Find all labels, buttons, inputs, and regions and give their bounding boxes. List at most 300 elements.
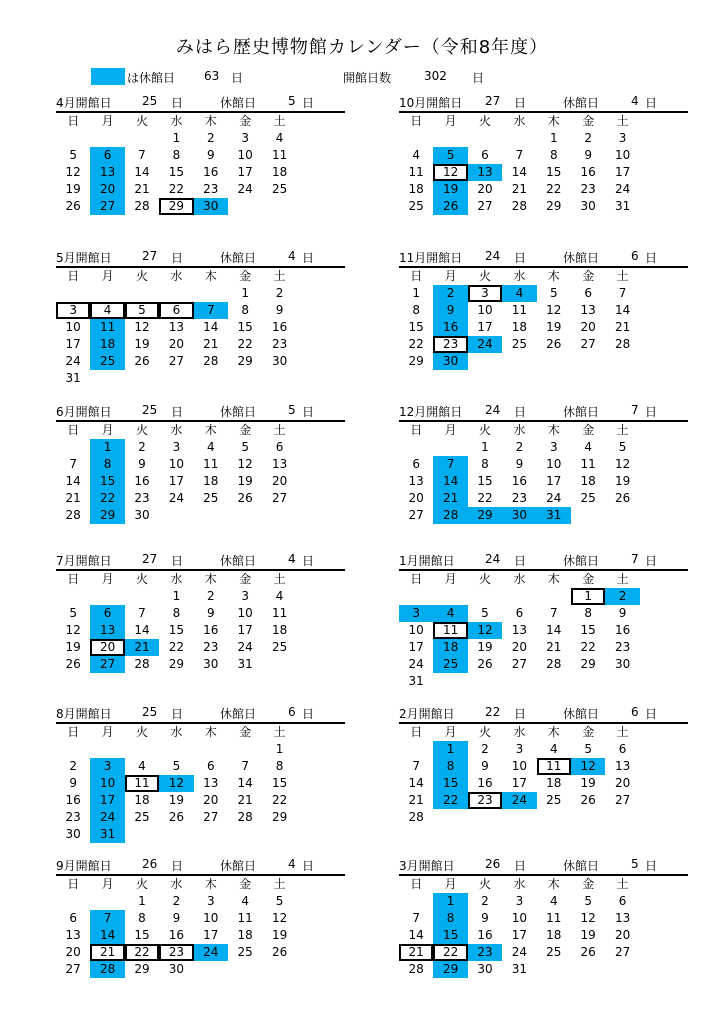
month-open-unit: 日: [514, 554, 527, 568]
weekday-label: 水: [170, 114, 183, 128]
weekday-label: 木: [204, 877, 217, 891]
day-cell: 9: [206, 148, 215, 162]
day-cell: 16: [203, 623, 219, 637]
day-cell: 14: [408, 928, 424, 942]
month-closed-count: 7: [631, 552, 639, 566]
day-cell: 1: [172, 589, 181, 603]
day-cell: 7: [549, 606, 558, 620]
closed-day: 9: [433, 302, 467, 319]
weekday-label: 日: [67, 114, 80, 128]
day-cell: 17: [614, 165, 631, 179]
day-cell: 28: [511, 199, 528, 213]
month-open-label: 3月開館日: [399, 859, 455, 873]
month-closed-unit: 日: [302, 251, 315, 265]
weekday-label: 金: [582, 423, 595, 437]
closed-day: 29: [468, 507, 502, 524]
closed-day: 24: [194, 944, 228, 961]
day-cell: 28: [237, 810, 253, 824]
week-row: [56, 961, 345, 978]
day-cell: 13: [168, 320, 185, 334]
day-cell: 19: [168, 793, 185, 807]
day-cell: 18: [408, 182, 424, 196]
weekday-label: 水: [170, 269, 183, 283]
weekday-label: 水: [170, 572, 183, 586]
day-cell: 7: [138, 606, 146, 620]
closed-day: 5: [433, 147, 467, 164]
month-open-unit: 日: [171, 251, 184, 265]
week-row: [56, 353, 345, 370]
day-cell: 19: [134, 337, 150, 351]
day-cell: 25: [271, 182, 288, 196]
day-cell: 8: [549, 148, 558, 162]
day-cell: 24: [614, 182, 631, 196]
month-header: [56, 94, 345, 110]
closed-day: 7: [194, 302, 228, 319]
day-cell: 28: [614, 337, 631, 351]
day-cell: 18: [237, 928, 253, 942]
week-row: [399, 130, 688, 147]
month-header: [56, 552, 345, 568]
day-cell: 30: [168, 962, 185, 976]
day-cell: 10: [546, 457, 562, 471]
day-cell: 16: [271, 320, 288, 334]
day-cell: 29: [408, 354, 424, 368]
day-cell: 31: [65, 371, 81, 385]
day-cell: 16: [65, 793, 81, 807]
day-cell: 17: [203, 928, 219, 942]
month-open-label: 8月開館日: [56, 707, 112, 721]
day-cell: 30: [614, 657, 631, 671]
legend-open-count: 302: [424, 69, 447, 83]
day-cell: 4: [549, 742, 558, 756]
day-cell: 26: [580, 793, 596, 807]
weekday-label: 日: [67, 269, 80, 283]
month-header: [399, 705, 688, 721]
legend-closed-count: 63: [204, 69, 220, 83]
day-cell: 6: [618, 894, 627, 908]
weekday-row: [56, 422, 345, 439]
weekday-label: 日: [410, 725, 423, 739]
day-cell: 8: [412, 303, 421, 317]
day-cell: 26: [580, 945, 596, 959]
day-cell: 25: [511, 337, 528, 351]
closed-day: 23: [468, 944, 502, 961]
weekday-label: 火: [135, 725, 148, 739]
day-cell: 17: [408, 640, 424, 654]
special-day: 1: [571, 588, 605, 605]
day-cell: 22: [477, 491, 493, 505]
closed-day: 21: [433, 490, 467, 507]
day-cell: 10: [511, 911, 528, 925]
day-cell: 31: [237, 657, 253, 671]
month-closed-label: 休館日: [563, 96, 600, 110]
month-header: [399, 552, 688, 568]
day-cell: 4: [138, 759, 146, 773]
day-cell: 12: [237, 457, 253, 471]
weekday-label: 火: [135, 423, 148, 437]
day-cell: 19: [271, 928, 288, 942]
day-cell: 15: [546, 165, 562, 179]
day-cell: 21: [65, 491, 81, 505]
day-cell: 25: [203, 491, 219, 505]
day-cell: 10: [237, 148, 253, 162]
week-row: [56, 439, 345, 456]
weekday-label: 木: [547, 877, 560, 891]
closed-day: 28: [90, 961, 124, 978]
special-day: 22: [125, 944, 159, 961]
weekday-label: 木: [204, 423, 217, 437]
month-open-unit: 日: [514, 251, 527, 265]
day-cell: 29: [168, 657, 185, 671]
special-day: 4: [90, 302, 124, 319]
special-day: 23: [159, 944, 193, 961]
month-closed-count: 5: [631, 857, 639, 871]
day-cell: 2: [138, 440, 146, 454]
week-row: [399, 944, 688, 961]
day-cell: 26: [134, 354, 150, 368]
week-row: [399, 656, 688, 673]
weekday-label: 日: [67, 725, 80, 739]
day-cell: 20: [271, 474, 288, 488]
closed-day: 13: [90, 164, 124, 181]
closed-day: 26: [433, 198, 467, 215]
day-cell: 17: [477, 320, 493, 334]
week-row: [56, 826, 345, 843]
special-day: 29: [159, 198, 193, 215]
day-cell: 19: [65, 182, 81, 196]
week-row: [399, 302, 688, 319]
month-closed-unit: 日: [302, 405, 315, 419]
weekday-label: 金: [582, 114, 595, 128]
weekday-label: 月: [444, 572, 457, 586]
day-cell: 14: [65, 474, 81, 488]
day-cell: 5: [69, 148, 78, 162]
closed-day: 16: [433, 319, 467, 336]
month-closed-count: 6: [288, 705, 296, 719]
month-closed-label: 休館日: [563, 707, 600, 721]
special-day: 23: [433, 336, 467, 353]
closed-day: 4: [502, 285, 536, 302]
day-cell: 25: [237, 945, 253, 959]
day-cell: 14: [134, 623, 150, 637]
weekday-label: 月: [101, 269, 114, 283]
week-row: [399, 198, 688, 215]
weekday-label: 水: [513, 877, 526, 891]
weekday-label: 日: [410, 877, 423, 891]
day-cell: 30: [65, 827, 81, 841]
weekday-label: 木: [547, 725, 560, 739]
day-cell: 28: [546, 657, 562, 671]
weekday-label: 月: [444, 423, 457, 437]
month-header: [56, 705, 345, 721]
month-open-count: 24: [485, 552, 501, 566]
week-row: [399, 741, 688, 758]
day-cell: 23: [511, 491, 528, 505]
weekday-label: 土: [273, 269, 286, 283]
day-cell: 18: [580, 474, 596, 488]
weekday-label: 水: [513, 269, 526, 283]
day-cell: 19: [237, 474, 253, 488]
weekday-label: 金: [239, 572, 252, 586]
month-open-count: 22: [485, 705, 501, 719]
weekday-label: 日: [67, 572, 80, 586]
day-cell: 4: [584, 440, 593, 454]
weekday-label: 火: [478, 725, 491, 739]
day-cell: 9: [515, 457, 524, 471]
day-cell: 19: [614, 474, 631, 488]
week-row: [399, 605, 688, 622]
day-cell: 27: [168, 354, 185, 368]
week-row: [399, 893, 688, 910]
day-cell: 15: [134, 928, 150, 942]
weekday-label: 火: [478, 423, 491, 437]
month-closed-unit: 日: [302, 96, 315, 110]
week-row: [56, 656, 345, 673]
day-cell: 24: [546, 491, 562, 505]
weekday-label: 月: [444, 877, 457, 891]
day-cell: 4: [275, 131, 284, 145]
week-row: [399, 473, 688, 490]
weekday-label: 土: [616, 114, 629, 128]
closed-day: 8: [433, 910, 467, 927]
month-open-unit: 日: [514, 96, 527, 110]
day-cell: 6: [275, 440, 284, 454]
month-header: [56, 249, 345, 265]
day-cell: 3: [241, 589, 250, 603]
day-cell: 22: [168, 182, 185, 196]
day-cell: 18: [271, 165, 288, 179]
closed-day: 1: [433, 741, 467, 758]
weekday-label: 土: [273, 877, 286, 891]
closed-day: 30: [433, 353, 467, 370]
day-cell: 16: [511, 474, 528, 488]
week-row: [399, 927, 688, 944]
day-cell: 12: [614, 457, 631, 471]
weekday-label: 金: [582, 269, 595, 283]
day-cell: 8: [172, 148, 181, 162]
month-closed-count: 4: [288, 857, 296, 871]
closed-day: 6: [90, 605, 124, 622]
weekday-row: [56, 268, 345, 285]
day-cell: 14: [614, 303, 631, 317]
week-row: [56, 302, 345, 319]
month-closed-label: 休館日: [220, 554, 257, 568]
month-open-unit: 日: [171, 96, 184, 110]
day-cell: 13: [614, 759, 631, 773]
month-header: [399, 857, 688, 873]
day-cell: 16: [203, 165, 219, 179]
weekday-label: 月: [101, 877, 114, 891]
closed-day: 29: [90, 507, 124, 524]
closed-day: 18: [90, 336, 124, 353]
day-cell: 19: [580, 928, 596, 942]
day-cell: 28: [203, 354, 219, 368]
special-day: 5: [125, 302, 159, 319]
day-cell: 7: [241, 759, 250, 773]
day-cell: 3: [515, 742, 524, 756]
day-cell: 14: [408, 776, 424, 790]
day-cell: 22: [168, 640, 185, 654]
day-cell: 11: [511, 303, 528, 317]
month-closed-unit: 日: [302, 554, 315, 568]
day-cell: 9: [206, 606, 215, 620]
day-cell: 24: [237, 182, 253, 196]
month-closed-count: 6: [631, 249, 639, 263]
day-cell: 4: [275, 589, 284, 603]
closed-day: 21: [125, 639, 159, 656]
weekday-label: 金: [239, 423, 252, 437]
weekday-label: 金: [582, 877, 595, 891]
day-cell: 10: [408, 623, 424, 637]
week-row: [56, 198, 345, 215]
week-row: [399, 181, 688, 198]
day-cell: 3: [549, 440, 558, 454]
week-row: [56, 490, 345, 507]
closed-day: 28: [433, 507, 467, 524]
weekday-label: 水: [513, 572, 526, 586]
closed-day: 3: [399, 605, 433, 622]
day-cell: 16: [477, 928, 493, 942]
special-day: 20: [90, 639, 124, 656]
day-cell: 28: [408, 810, 424, 824]
day-cell: 5: [69, 606, 78, 620]
day-cell: 11: [237, 911, 253, 925]
day-cell: 19: [546, 320, 562, 334]
closed-day: 30: [502, 507, 536, 524]
day-cell: 18: [203, 474, 219, 488]
closed-day: 19: [433, 181, 467, 198]
week-row: [399, 319, 688, 336]
week-row: [56, 622, 345, 639]
closed-day: 4: [433, 605, 467, 622]
closed-day: 29: [433, 961, 467, 978]
weekday-label: 水: [513, 114, 526, 128]
special-day: 11: [433, 622, 467, 639]
day-cell: 11: [203, 457, 219, 471]
month-open-label: 12月開館日: [399, 405, 463, 419]
day-cell: 24: [237, 640, 253, 654]
day-cell: 26: [237, 491, 253, 505]
day-cell: 8: [138, 911, 146, 925]
closed-day: 8: [433, 758, 467, 775]
month-closed-unit: 日: [645, 96, 658, 110]
day-cell: 26: [477, 657, 493, 671]
day-cell: 7: [618, 286, 627, 300]
month-header: [399, 94, 688, 110]
day-cell: 30: [271, 354, 288, 368]
weekday-label: 月: [101, 572, 114, 586]
weekday-label: 土: [616, 877, 629, 891]
day-cell: 6: [481, 148, 489, 162]
day-cell: 15: [408, 320, 424, 334]
day-cell: 13: [580, 303, 596, 317]
weekday-label: 金: [582, 572, 595, 586]
weekday-label: 木: [547, 269, 560, 283]
week-row: [56, 130, 345, 147]
day-cell: 15: [237, 320, 253, 334]
weekday-label: 火: [135, 269, 148, 283]
closed-day: 13: [90, 622, 124, 639]
closed-day: 7: [433, 456, 467, 473]
month-open-label: 5月開館日: [56, 251, 112, 265]
day-cell: 30: [134, 508, 150, 522]
day-cell: 20: [614, 776, 631, 790]
month-open-count: 24: [485, 249, 501, 263]
month-open-count: 24: [485, 403, 501, 417]
day-cell: 25: [408, 199, 424, 213]
day-cell: 15: [271, 776, 288, 790]
day-cell: 10: [614, 148, 631, 162]
closed-day: 18: [433, 639, 467, 656]
month-closed-count: 4: [288, 249, 296, 263]
month-closed-count: 7: [631, 403, 639, 417]
closed-day: 11: [90, 319, 124, 336]
weekday-row: [56, 113, 345, 130]
week-row: [399, 507, 688, 524]
month-open-label: 4月開館日: [56, 96, 112, 110]
closed-day: 14: [90, 927, 124, 944]
weekday-label: 土: [273, 725, 286, 739]
day-cell: 12: [580, 911, 596, 925]
closed-day: 14: [433, 473, 467, 490]
day-cell: 20: [203, 793, 219, 807]
day-cell: 18: [511, 320, 528, 334]
special-day: 3: [468, 285, 502, 302]
day-cell: 23: [271, 337, 288, 351]
legend-closed-label: は休館日: [127, 71, 176, 85]
day-cell: 25: [271, 640, 288, 654]
day-cell: 4: [206, 440, 215, 454]
closed-day: 24: [502, 792, 536, 809]
day-cell: 10: [237, 606, 253, 620]
weekday-label: 木: [204, 269, 217, 283]
week-row: [399, 639, 688, 656]
weekday-label: 火: [478, 269, 491, 283]
day-cell: 21: [203, 337, 219, 351]
closed-day: 12: [571, 758, 605, 775]
day-cell: 9: [481, 759, 489, 773]
closed-day: 25: [433, 656, 467, 673]
month-header: [399, 249, 688, 265]
day-cell: 17: [237, 165, 253, 179]
day-cell: 27: [511, 657, 528, 671]
day-cell: 16: [614, 623, 631, 637]
day-cell: 2: [172, 894, 181, 908]
day-cell: 17: [168, 474, 185, 488]
day-cell: 19: [65, 640, 81, 654]
day-cell: 8: [172, 606, 181, 620]
weekday-label: 火: [135, 572, 148, 586]
day-cell: 25: [546, 945, 562, 959]
month-open-count: 26: [142, 857, 158, 871]
month-open-label: 1月開館日: [399, 554, 455, 568]
day-cell: 4: [412, 148, 421, 162]
day-cell: 27: [614, 945, 631, 959]
day-cell: 16: [477, 776, 493, 790]
day-cell: 3: [206, 894, 215, 908]
closed-day: 30: [194, 198, 228, 215]
month-open-label: 9月開館日: [56, 859, 112, 873]
day-cell: 12: [546, 303, 562, 317]
weekday-row: [399, 571, 688, 588]
weekday-label: 月: [101, 423, 114, 437]
weekday-row: [399, 724, 688, 741]
day-cell: 2: [206, 589, 215, 603]
week-row: [56, 164, 345, 181]
weekday-label: 火: [135, 114, 148, 128]
day-cell: 11: [580, 457, 596, 471]
day-cell: 25: [580, 491, 596, 505]
